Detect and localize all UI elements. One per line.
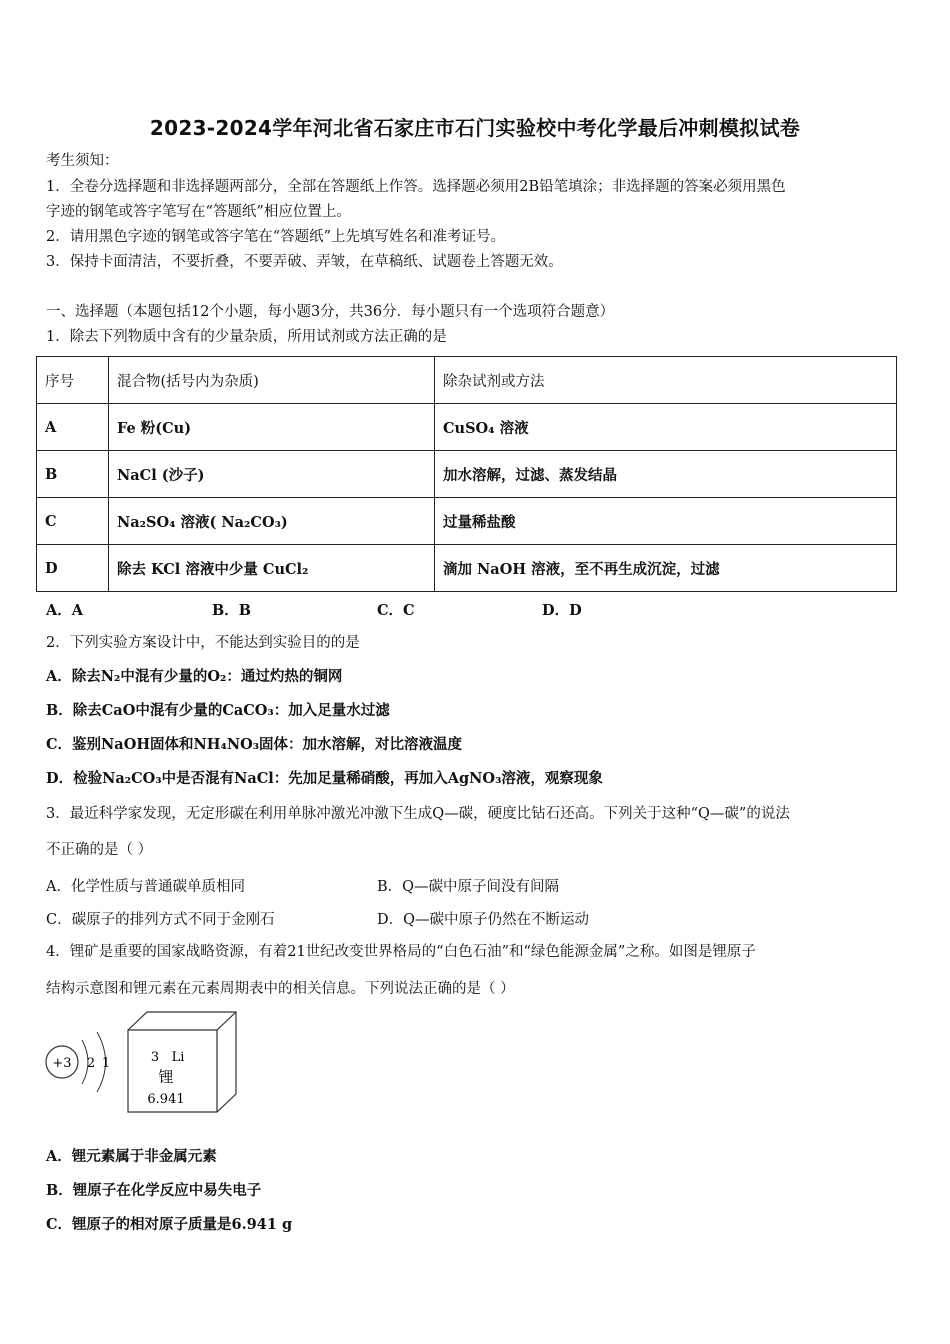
- table-row: [37, 545, 897, 592]
- atomic-mass: 6.941: [147, 1092, 185, 1107]
- q4-option-a: A．锂元素属于非金属元素: [46, 1148, 217, 1165]
- notice-item-3: 3．保持卡面清洁，不要折叠，不要弄破、弄皱，在草稿纸、试题卷上答题无效。: [46, 254, 563, 270]
- q3-option-a: A．化学性质与普通碳单质相同: [46, 879, 245, 895]
- table-cell: NaCl (沙子): [109, 451, 435, 498]
- q2-option-d: D．检验Na₂CO₃中是否混有NaCl：先加足量稀硝酸，再加入AgNO₃溶液，观察现象: [46, 770, 603, 787]
- nucleus-charge: +3: [52, 1056, 72, 1071]
- table-row: [37, 404, 897, 451]
- question-2-stem: 2．下列实验方案设计中，不能达到实验目的的是: [46, 635, 360, 651]
- table-row: [37, 498, 897, 545]
- question-4-stem-2: 结构示意图和锂元素在元素周期表中的相关信息。下列说法正确的是（ ）: [46, 981, 515, 997]
- table-cell: Fe 粉(Cu): [109, 404, 435, 451]
- shell-1-electrons: 2: [86, 1056, 96, 1071]
- lithium-figure: [42, 1010, 242, 1120]
- q1-option-b: B．B: [212, 602, 252, 619]
- question-4-stem-1: 4．锂矿是重要的国家战略资源，有着21世纪改变世界格局的“白色石油”和“绿色能源金属”之称。如图是锂原子: [46, 944, 756, 960]
- notice-heading: 考生须知：: [46, 153, 119, 169]
- table-cell: 加水溶解，过滤、蒸发结晶: [435, 451, 897, 498]
- q1-option-a: A．A: [46, 602, 84, 619]
- table-cell: 滴加 NaOH 溶液，至不再生成沉淀，过滤: [435, 545, 897, 592]
- table-cell: CuSO₄ 溶液: [435, 404, 897, 451]
- table-cell: 除去 KCl 溶液中少量 CuCl₂: [109, 545, 435, 592]
- atom-structure-diagram: [46, 1032, 110, 1092]
- table-cell: D: [37, 545, 109, 592]
- q2-option-c: C．鉴别NaOH固体和NH₄NO₃固体：加水溶解，对比溶液温度: [46, 736, 463, 753]
- q1-option-d: D．D: [542, 602, 582, 619]
- table-cell: B: [37, 451, 109, 498]
- element-name: 锂: [158, 1068, 174, 1086]
- section-heading: 一、选择题（本题包括12个小题，每小题3分，共36分．每小题只有一个选项符合题意）: [46, 304, 615, 320]
- table-cell: Na₂SO₄ 溶液( Na₂CO₃): [109, 498, 435, 545]
- notice-item-1b: 字迹的钢笔或答字笔写在“答题纸”相应位置上。: [46, 204, 351, 220]
- shell-2-electrons: 1: [101, 1056, 111, 1071]
- question-1-table: [36, 356, 897, 592]
- q4-option-b: B．锂原子在化学反应中易失电子: [46, 1182, 262, 1199]
- q3-option-d: D．Q—碳中原子仍然在不断运动: [377, 912, 590, 928]
- periodic-table-cell: [128, 1012, 236, 1112]
- table-row: [37, 451, 897, 498]
- q2-option-b: B．除去CaO中混有少量的CaCO₃：加入足量水过滤: [46, 702, 390, 719]
- table-header: 序号: [37, 357, 109, 404]
- question-3-stem-1: 3．最近科学家发现，无定形碳在利用单脉冲激光冲激下生成Q—碳，硬度比钻石还高。下列关于这种“Q—碳”的说法: [46, 806, 790, 822]
- atomic-number: 3: [150, 1050, 160, 1065]
- q1-option-c: C．C: [377, 602, 415, 619]
- page-title: 2023-2024学年河北省石家庄市石门实验校中考化学最后冲刺模拟试卷: [149, 116, 801, 140]
- q4-option-c: C．锂原子的相对原子质量是6.941 g: [46, 1216, 293, 1233]
- element-symbol: Li: [171, 1050, 185, 1065]
- q3-option-b: B．Q—碳中原子间没有间隔: [377, 879, 560, 895]
- table-header: 混合物(括号内为杂质): [109, 357, 435, 404]
- table-header: 除杂试剂或方法: [435, 357, 897, 404]
- notice-item-1a: 1．全卷分选择题和非选择题两部分，全部在答题纸上作答。选择题必须用2B铅笔填涂；非选择题的答案必须用黑色: [46, 179, 786, 195]
- table-cell: 过量稀盐酸: [435, 498, 897, 545]
- q3-option-c: C．碳原子的排列方式不同于金刚石: [46, 912, 275, 928]
- question-1-stem: 1．除去下列物质中含有的少量杂质，所用试剂或方法正确的是: [46, 329, 447, 345]
- table-header-row: [37, 357, 897, 404]
- question-3-stem-2: 不正确的是（ ）: [46, 842, 153, 858]
- notice-item-2: 2．请用黑色字迹的钢笔或答字笔在“答题纸”上先填写姓名和准考证号。: [46, 229, 506, 245]
- q2-option-a: A．除去N₂中混有少量的O₂：通过灼热的铜网: [46, 668, 343, 685]
- table-cell: C: [37, 498, 109, 545]
- table-cell: A: [37, 404, 109, 451]
